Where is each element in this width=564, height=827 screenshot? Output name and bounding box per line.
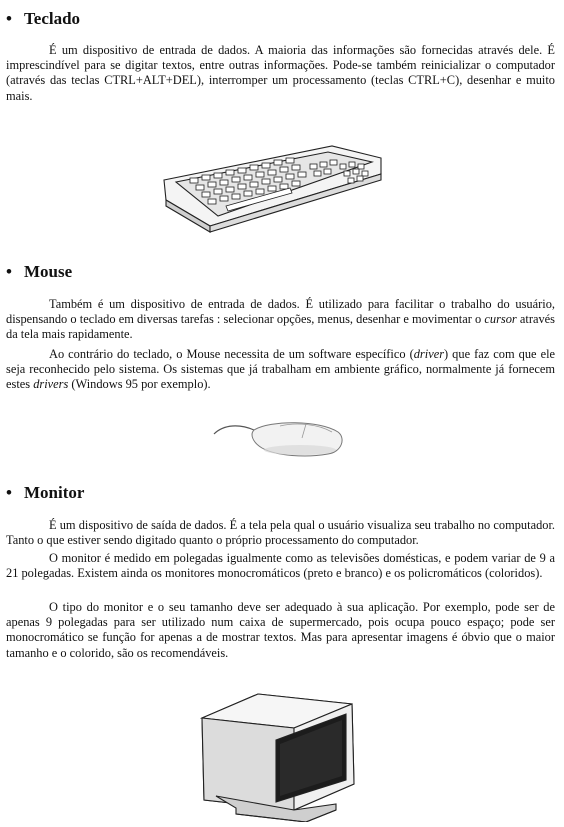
mouse-paragraph-2 xyxy=(6,347,555,393)
mouse-paragraph-1 xyxy=(6,297,555,343)
heading-mouse xyxy=(6,262,72,282)
heading-mouse-text: Mouse xyxy=(24,262,73,281)
monitor-paragraph-3: O tipo do monitor e o seu tamanho deve ser adequado à sua aplicação. Por exemplo, pode ser de apenas 9 polegadas para ser utilizado num caixa de supermercado, pois ocupa pouco espaço; pode ser monocromático se função for apenas a de mostrar textos. Mas para apresentar imagens é óbvio que o maior tamanho e o colorido, são os recomendáveis. xyxy=(6,600,555,660)
monitor-paragraph-2: O monitor é medido em polegadas igualmente como as televisões domésticas, e podem variar de 9 a 21 polegadas. Existem ainda os monitores monocromáticos (preto e branco) e os policromáticos (coloridos). xyxy=(6,551,555,581)
bullet: • xyxy=(6,483,12,502)
heading-monitor xyxy=(6,483,84,503)
keyboard-illustration xyxy=(160,140,385,235)
mouse-p2-text-c: (Windows 95 por exemplo). xyxy=(68,377,211,392)
mouse-p2-drivers: drivers xyxy=(33,377,69,392)
mouse-p1-text-b: através da tela mais rapidamente. xyxy=(6,312,555,342)
teclado-paragraph: É um dispositivo de entrada de dados. A maioria das informações são fornecidas através dele. É imprescindível para se digitar textos, entre outras informações. Pode-se também reinicializar o computador (através das teclas CTRL+ALT+DEL), interromper um processamento (teclas CTRL+C), desenhar e muito mais. xyxy=(6,43,555,103)
mouse-p2-driver: driver xyxy=(413,347,445,361)
mouse-p1-text-a: Também é um dispositivo de entrada de dados. É utilizado para facilitar o trabalho do usuário, dispensando o teclado em diversas tarefas : selecionar opções, menus, desenhar e movimentar o xyxy=(6,297,555,327)
mouse-p2-text-a: Ao contrário do teclado, o Mouse necessita de um software específico ( xyxy=(49,347,414,361)
monitor-paragraph-1: É um dispositivo de saída de dados. É a tela pela qual o usuário visualiza seu trabalho no computador. Tanto o que estiver sendo digitado quanto o próprio processamento do computador. xyxy=(6,518,555,548)
mouse-p2-text-b: ) que faz com que ele seja reconhecido pelo sistema. Os sistemas que já trabalham em ambiente gráfico, normalmente já fornecem estes xyxy=(6,347,556,392)
heading-teclado xyxy=(6,9,80,29)
bullet: • xyxy=(6,262,12,281)
mouse-illustration xyxy=(210,412,350,460)
bullet: • xyxy=(6,9,12,28)
heading-monitor-text: Monitor xyxy=(24,483,85,502)
mouse-p1-cursor: cursor xyxy=(484,312,517,327)
heading-teclado-text: Teclado xyxy=(24,9,81,28)
monitor-illustration xyxy=(196,688,364,822)
